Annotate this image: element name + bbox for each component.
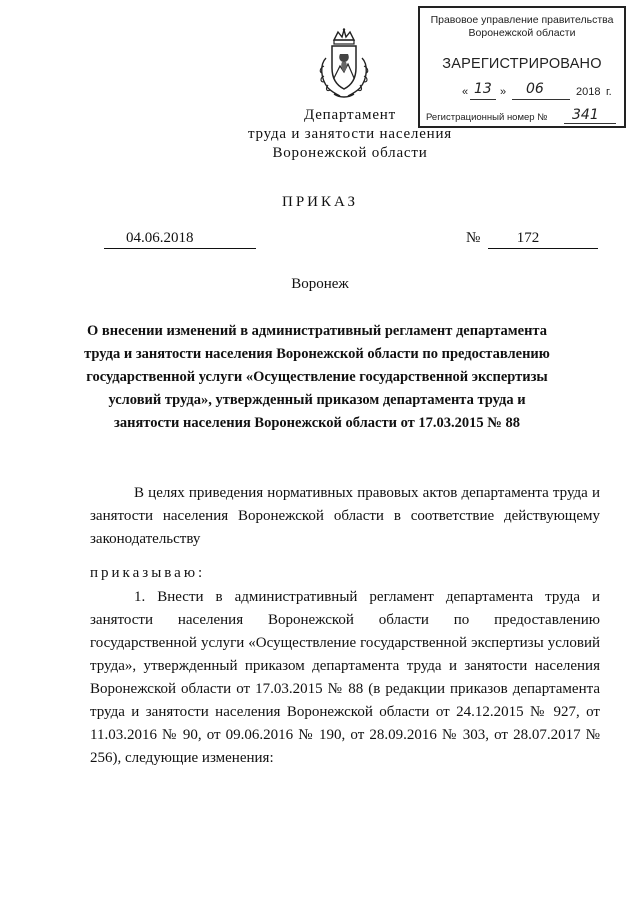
department-line-2: труда и занятости населения	[247, 126, 453, 142]
stamp-date-year-suffix: г.	[606, 86, 612, 98]
stamp-reg-number-label: Регистрационный номер №	[426, 112, 548, 123]
stamp-day-underline	[470, 99, 496, 100]
department-line-3: Воронежской области	[272, 145, 428, 161]
stamp-month-underline	[512, 99, 570, 100]
stamp-reg-number-value: 341	[572, 107, 599, 123]
stamp-date-day: 13	[474, 81, 492, 97]
order-word: приказываю:	[90, 565, 206, 581]
stamp-reg-number-underline	[564, 123, 616, 124]
department-line-1: Департамент	[304, 107, 396, 123]
stamp-date-open-quote: «	[462, 86, 469, 98]
voronezh-coat-of-arms-icon	[316, 28, 372, 102]
city: Воронеж	[291, 276, 349, 292]
stamp-registered-label: ЗАРЕГИСТРИРОВАНО	[442, 56, 602, 72]
order-heading: О внесении изменений в административный регламент департамента труда и занятости населения Воронежской области по предоставлению государственной услуги «Осуществление государственной экспертизы условий труда», утвержденный приказом департамента труда и занятости населения Воронежской области от 17.03.2015 № 88	[84, 323, 550, 431]
stamp-date-year: 2018	[576, 86, 601, 98]
order-date: 04.06.2018	[104, 228, 256, 249]
stamp-date-close-quote: »	[500, 86, 507, 98]
order-number: 172	[488, 228, 598, 249]
item-1-paragraph: 1. Внести в административный регламент департамента труда и занятости населения Воронежской области по предоставлению государственной услуги «Осуществление государственной экспертизы условий труда», утвержденный приказом департамента труда и занятости населения Воронежской области от 17.03.2015 № 88 (в редакции приказов департамента труда и занятости населения Воронежской области от 24.12.2015 № 927, от 11.03.2016 № 90, от 09.06.2016 № 190, от 28.09.2016 № 303, от 28.07.2017 № 256), следующие изменения:	[90, 589, 600, 766]
stamp-date-month: 06	[526, 81, 544, 97]
order-number-sign: №	[466, 230, 481, 246]
stamp-organization: Правовое управление правительства Воронежской области	[430, 14, 614, 39]
document-type: ПРИКАЗ	[282, 194, 358, 210]
stamp-date	[420, 81, 624, 102]
department-name	[220, 106, 480, 163]
preamble-paragraph: В целях приведения нормативных правовых актов департамента труда и занятости населения Воронежской области в соответствие действующему законодательству	[90, 485, 600, 547]
